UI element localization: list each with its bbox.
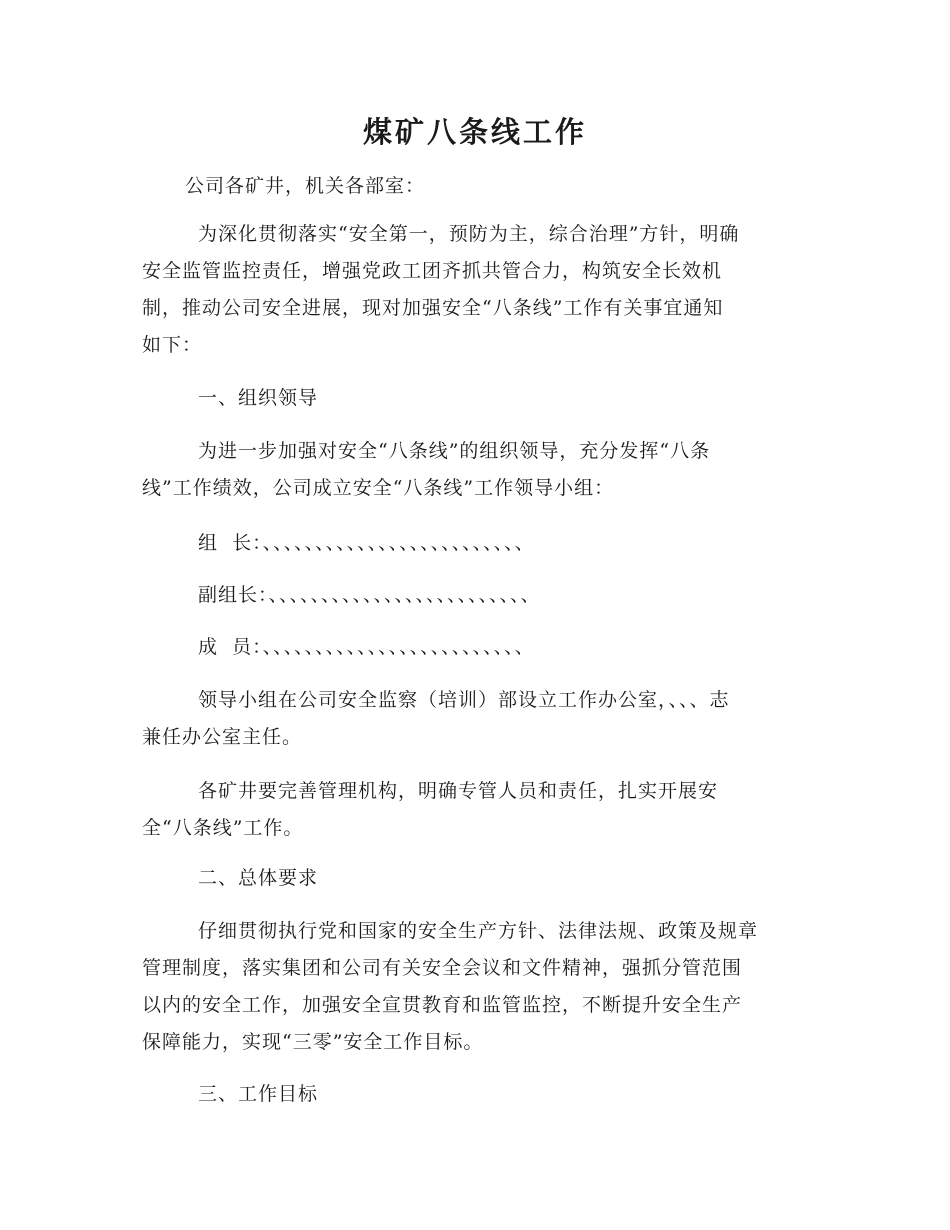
intro-paragraph xyxy=(142,216,807,364)
intro-line: 安全监管监控责任，增强党政工团齐抓共管合力，构筑安全长效机 xyxy=(142,260,723,282)
intro-line: 制，推动公司安全进展，现对加强安全“八条线”工作有关事宜通知 xyxy=(142,297,724,319)
section2-paragraph xyxy=(142,913,807,1061)
section1-para3-line: 全“八条线”工作。 xyxy=(142,817,304,839)
salutation xyxy=(142,168,807,205)
section2-heading-text: 二、总体要求 xyxy=(198,867,319,889)
section1-heading-text: 一、组织领导 xyxy=(198,387,319,409)
document-title: 煤矿八条线工作 xyxy=(362,115,587,149)
members-line xyxy=(142,629,807,666)
section1-paragraph3 xyxy=(142,773,807,847)
section3-heading xyxy=(142,1076,807,1113)
section2-heading xyxy=(142,860,807,897)
intro-line: 如下： xyxy=(142,334,203,356)
section1-para2-line: 兼任办公室主任。 xyxy=(142,726,303,748)
section1-heading xyxy=(142,380,807,417)
deputy-text: 副组长：、、、、、、、、、、、、、、、、、、、、、、、、、 xyxy=(198,584,541,606)
section2-para-line: 仔细贯彻执行党和国家的安全生产方针、法律法规、政策及规章 xyxy=(198,920,759,942)
section1-para1-line: 为进一步加强对安全“八条线”的组织领导，充分发挥“八条 xyxy=(198,440,711,462)
section2-para-line: 管理制度，落实集团和公司有关安全会议和文件精神，强抓分管范围 xyxy=(142,957,743,979)
leader-text: 组 长：、、、、、、、、、、、、、、、、、、、、、、、、、 xyxy=(198,532,535,554)
section1-para3-line: 各矿井要完善管理机构，明确专管人员和责任，扎实开展安 xyxy=(198,780,719,802)
salutation-text: 公司各矿井，机关各部室： xyxy=(185,175,426,197)
section2-para-line: 以内的安全工作，加强安全宣贯教育和监管监控，不断提升安全生产 xyxy=(142,994,743,1016)
intro-line: 为深化贯彻落实“安全第一，预防为主，综合治理”方针，明确 xyxy=(198,223,740,245)
section1-para1-line: 线”工作绩效，公司成立安全“八条线”工作领导小组： xyxy=(142,477,615,499)
section2-para-line: 保障能力，实现“三零”安全工作目标。 xyxy=(142,1031,484,1053)
members-text: 成 员：、、、、、、、、、、、、、、、、、、、、、、、、、 xyxy=(198,636,535,658)
section1-paragraph1 xyxy=(142,433,807,507)
section3-heading-text: 三、工作目标 xyxy=(198,1083,319,1105)
section1-para2-line: 领导小组在公司安全监察（培训）部设立工作办公室，、、、志 xyxy=(198,689,730,711)
deputy-line xyxy=(142,577,807,614)
leader-line xyxy=(142,525,807,562)
section1-paragraph2 xyxy=(142,682,807,756)
